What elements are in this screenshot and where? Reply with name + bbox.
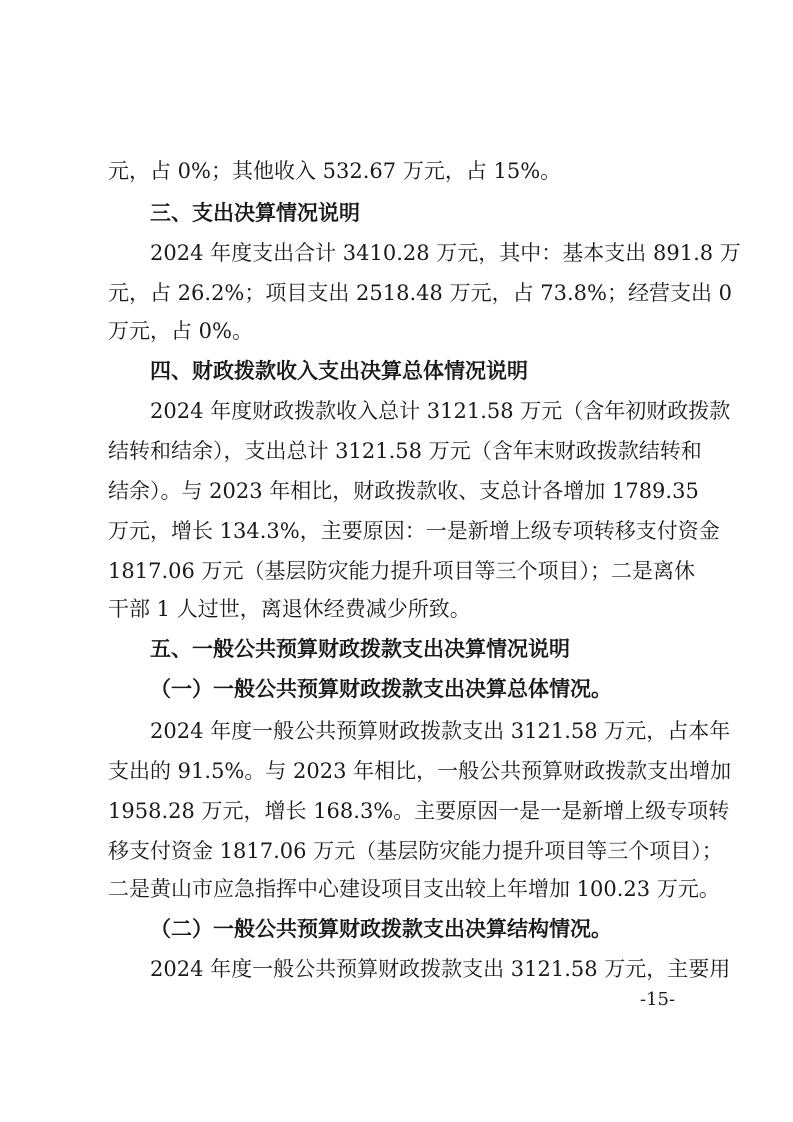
line-text: 1958.28 万元，增长 168.3%。主要原因一是一是新增上级专项转: [108, 799, 730, 823]
line-text: 元，占 26.2%；项目支出 2518.48 万元，占 73.8%；经营支出 0: [108, 281, 732, 305]
body-line: [0, 792, 793, 830]
line-text: 万元，占 0%。: [108, 319, 253, 343]
body-line: [0, 274, 793, 312]
body-line: [0, 590, 793, 628]
section-heading-text: 三、支出决算情况说明: [150, 201, 360, 225]
section-heading: [0, 352, 793, 390]
body-line: [0, 712, 793, 750]
section-heading: [0, 194, 793, 232]
line-text: 1817.06 万元（基层防灾能力提升项目等三个项目）；二是离休: [108, 559, 696, 583]
body-line: [0, 312, 793, 350]
subsection-heading-text: （二）一般公共预算财政拨款支出决算结构情况。: [150, 916, 612, 941]
subsection-heading-text: （一）一般公共预算财政拨款支出决算总体情况。: [150, 676, 612, 701]
line-text: 支出的 91.5%。与 2023 年相比，一般公共预算财政拨款支出增加: [108, 759, 732, 783]
line-text: 干部 1 人过世，离退休经费减少所致。: [108, 597, 471, 621]
line-text: 二是黄山市应急指挥中心建设项目支出较上年增加 100.23 万元。: [108, 877, 720, 901]
body-line: [0, 472, 793, 510]
body-line: [0, 832, 793, 870]
body-line: [0, 950, 793, 988]
line-text: 结转和结余），支出总计 3121.58 万元（含年末财政拨款结转和: [108, 439, 702, 463]
line-text: 移支付资金 1817.06 万元（基层防灾能力提升项目等三个项目）；: [108, 839, 723, 863]
subsection-heading: [0, 910, 793, 948]
body-line: [0, 512, 793, 550]
body-line: [0, 234, 793, 272]
body-line: [0, 870, 793, 908]
line-text: 结余）。与 2023 年相比，财政拨款收、支总计各增加 1789.35: [108, 479, 699, 503]
line-text: 元，占 0%；其他收入 532.67 万元，占 15%。: [108, 159, 562, 183]
section-heading-text: 五、一般公共预算财政拨款支出决算情况说明: [150, 637, 570, 661]
body-line: [0, 432, 793, 470]
line-text: 2024 年度支出合计 3410.28 万元，其中：基本支出 891.8 万: [150, 241, 741, 265]
body-line: [0, 392, 793, 430]
body-line: [0, 152, 793, 190]
line-text: 2024 年度一般公共预算财政拨款支出 3121.58 万元，占本年: [150, 719, 731, 743]
section-heading: [0, 630, 793, 668]
line-text: 万元，增长 134.3%，主要原因：一是新增上级专项转移支付资金: [108, 519, 720, 543]
subsection-heading: [0, 670, 793, 708]
body-line: [0, 752, 793, 790]
line-text: 2024 年度财政拨款收入总计 3121.58 万元（含年初财政拨款: [150, 399, 731, 423]
section-heading-text: 四、财政拨款收入支出决算总体情况说明: [150, 359, 528, 383]
page-number: -15-: [640, 989, 676, 1010]
line-text: 2024 年度一般公共预算财政拨款支出 3121.58 万元，主要用: [150, 957, 731, 981]
body-line: [0, 552, 793, 590]
